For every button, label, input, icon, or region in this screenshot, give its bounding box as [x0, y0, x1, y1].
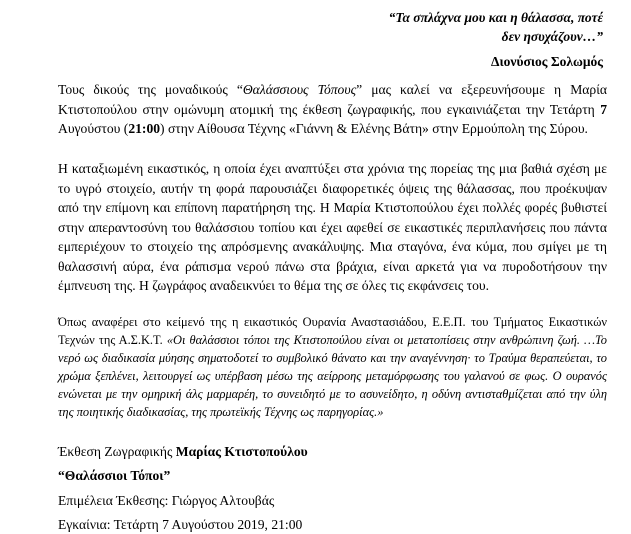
para1-time: 21:00 — [128, 121, 161, 136]
para1-text-3: Αυγούστου ( — [58, 121, 129, 136]
critic-paragraph — [58, 313, 607, 421]
para1-text-2: ” μας καλεί να εξερευνήσουμε η Μαρία Κτιστοπούλου στην ομώνυμη ατομική της έκθεση ζωγραφικής, που εγκαινιάζεται την Τετάρτη — [58, 82, 607, 117]
epigraph-line-1: “Τα σπλάχνα μου και η θάλασσα, ποτέ — [388, 10, 603, 25]
intro-paragraph — [58, 80, 607, 139]
exhibition-prefix: Έκθεση Ζωγραφικής — [58, 444, 176, 459]
opening-line: Εγκαίνια: Τετάρτη 7 Αυγούστου 2019, 21:00 — [58, 517, 303, 532]
exhibition-line — [58, 443, 308, 461]
exhibition-title: “Θαλάσσιοι Τόποι” — [58, 468, 171, 483]
para1-text-1: Τους δικούς της μοναδικούς “ — [58, 82, 243, 97]
curator-line: Επιμέλεια Έκθεσης: Γιώργος Αλτουβάς — [58, 493, 275, 508]
artist-name: Μαρίας Κτιστοπούλου — [175, 444, 308, 459]
epigraph-quote — [303, 8, 603, 46]
epigraph-line-2: δεν ησυχάζουν…” — [501, 29, 603, 44]
epigraph-author: Διονύσιος Σολωμός — [491, 54, 603, 69]
para3-quote: «Οι θαλάσσιοι τόποι της Κτιστοπούλου είναι οι μετατοπίσεις στην ανθρώπινη ζωή. …Το νερό ως διαδικασία μύησης σηματοδοτεί το συμβολικό θάνατο και την αναγέννηση· το Τραύμα θεραπεύεται, το χρώμα ξεπλένει, λειτουργεί ως υπέρβαση μέσω της αείρροης μεταμόρφωσης του γαλανού σε φως. Ο ουρανός ενώνεται με την ομηρική άλς μαρμαρέη, το συνειδητό με το ασυνείδητο, η οδύνη αντισταθμίζεται από την ύλη της ποιητικής διαδικασίας, της πρωτεϊκής Τέχνης ως παρηγορίας.» — [58, 333, 607, 419]
para1-day: 7 — [600, 101, 607, 117]
para1-text-4: ) στην Αίθουσα Τέχνης «Γιάννη & Ελένης Βάτη» στην Ερμούπολη της Σύρου. — [160, 121, 588, 136]
para1-exhibition-title: Θαλάσσιους Τόπους — [242, 82, 357, 97]
artist-paragraph: Η καταξιωμένη εικαστικός, η οποία έχει αναπτύξει στα χρόνια της πορείας της μια βαθιά σχέση με το υγρό στοιχείο, αυτήν τη φορά παρουσιάζει διαφορετικές όψεις της θάλασσας, που προέκυψαν από την επίμονη και επίπονη παρατήρηση της. Η Μαρία Κτιστοπούλου έχει πολλές φορές βυθιστεί στην απεραντοσύνη του θαλάσσιου τοπίου και έχει αφεθεί σε εικαστικές περιπλανήσεις που πάντα εμπεριέχουν το στοιχείο της απρόσμενης ανακάλυψης. Μια σταγόνα, ένα κύμα, που σμίγει με τη θαλασσινή αύρα, ένα ράπισμα νερού πάνω στα βράχια, είναι αρκετά για να πυροδοτήσουν την έμπνευση της. Η ζωγράφος αναδεικνύει το θέμα της σε όλες τις εκφάνσεις του. — [58, 161, 607, 293]
para3-intro: Όπως αναφέρει στο κείμενό της η εικαστικός Ουρανία Αναστασιάδου, Ε.Ε.Π. του Τμήματος Εικαστικών Τεχνών της Α.Σ.Κ.Τ. — [58, 315, 607, 347]
